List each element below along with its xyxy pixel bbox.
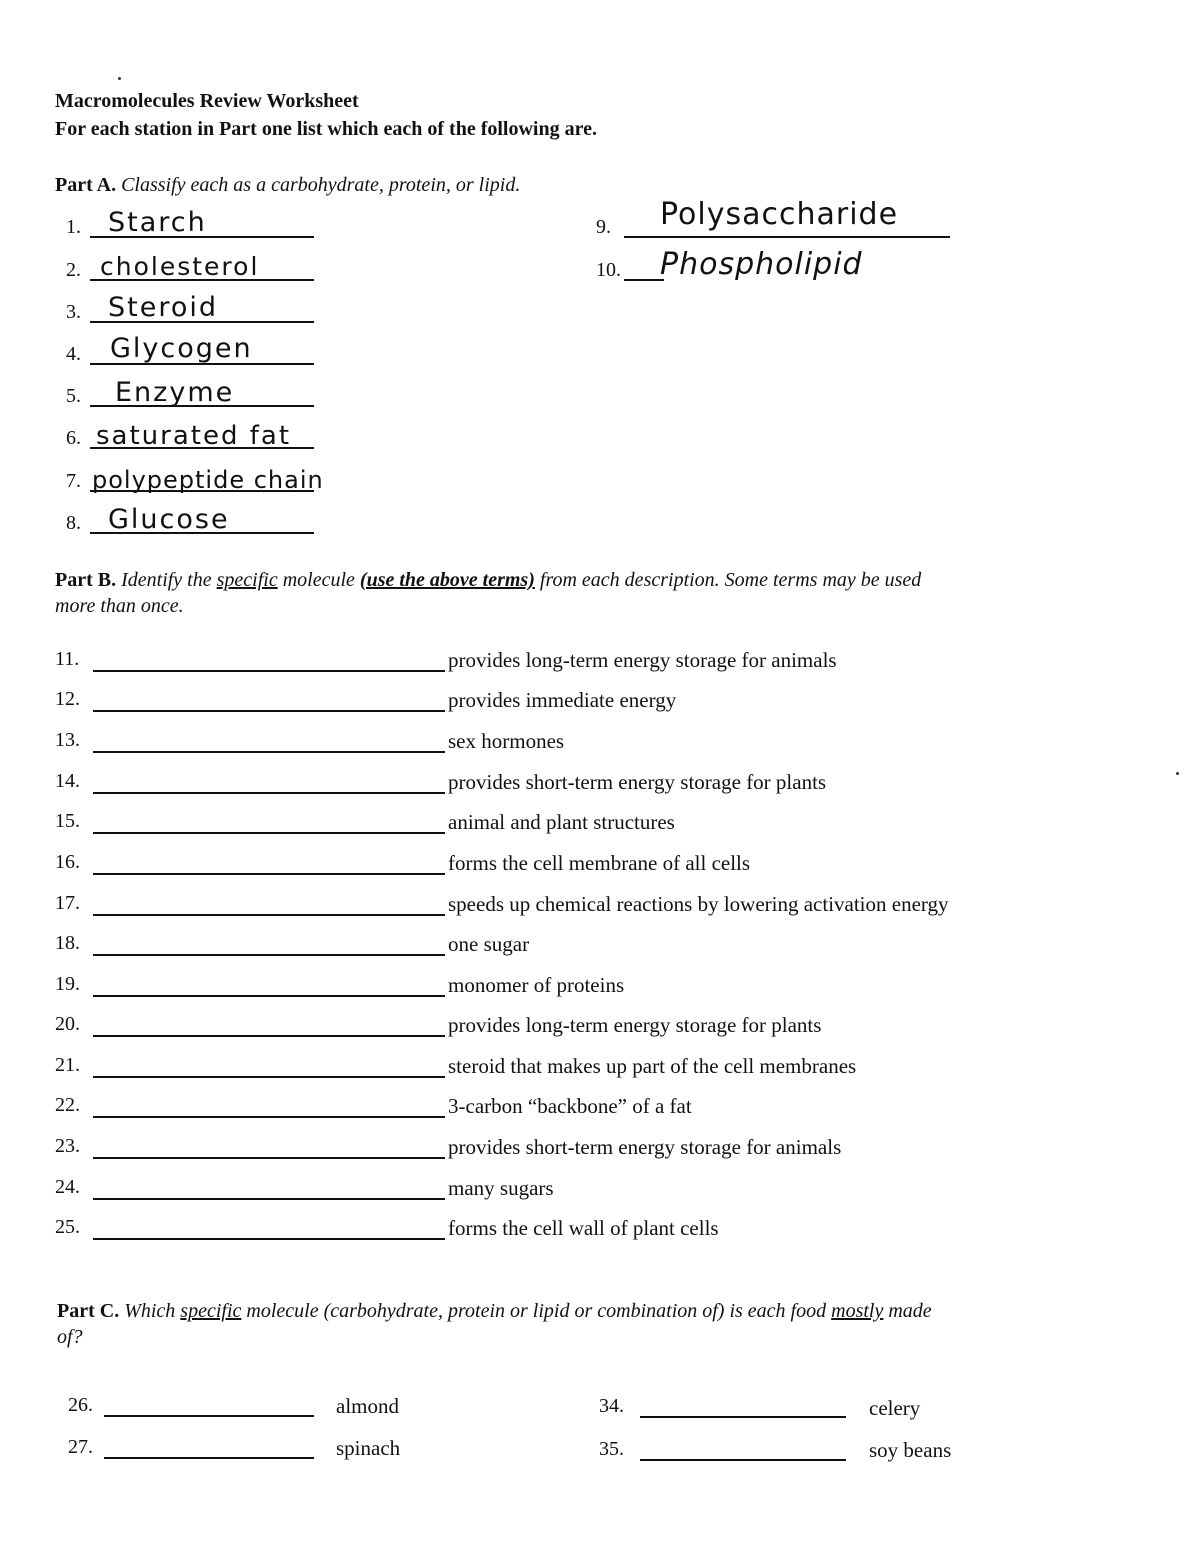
answer-line[interactable] bbox=[93, 1238, 445, 1240]
item-description: forms the cell membrane of all cells bbox=[448, 851, 751, 875]
list-item bbox=[55, 851, 1055, 881]
item-number: 20. bbox=[55, 1013, 80, 1035]
food-name: almond bbox=[336, 1394, 399, 1418]
answer-line[interactable] bbox=[93, 1198, 445, 1200]
item-description: many sugars bbox=[448, 1176, 554, 1200]
list-item bbox=[55, 892, 1055, 922]
answer-line[interactable] bbox=[93, 1157, 445, 1159]
scan-speck bbox=[118, 77, 121, 80]
part-c-instruction-post: made bbox=[888, 1300, 932, 1322]
list-item bbox=[55, 729, 1055, 759]
part-b-instruction-pre: Identify the bbox=[121, 569, 212, 591]
worksheet-title: Macromolecules Review Worksheet bbox=[55, 90, 359, 112]
part-c-label: Part C. bbox=[57, 1300, 120, 1322]
list-item bbox=[55, 932, 1055, 962]
list-item bbox=[55, 973, 1055, 1003]
item-number: 11. bbox=[55, 648, 80, 670]
item-number: 19. bbox=[55, 973, 80, 995]
item-number: 7. bbox=[66, 470, 81, 492]
handwritten-answer[interactable]: Enzyme bbox=[115, 377, 235, 408]
item-description: animal and plant structures bbox=[448, 810, 675, 834]
item-description: provides short-term energy storage for plants bbox=[448, 770, 827, 794]
item-number: 12. bbox=[55, 688, 80, 710]
answer-line[interactable] bbox=[93, 873, 445, 875]
item-description: provides immediate energy bbox=[448, 688, 677, 712]
answer-line[interactable] bbox=[93, 1035, 445, 1037]
scan-speck bbox=[1176, 772, 1179, 775]
item-description: monomer of proteins bbox=[448, 973, 625, 997]
list-item bbox=[55, 1013, 1055, 1043]
answer-line[interactable] bbox=[640, 1459, 846, 1461]
item-number: 2. bbox=[66, 259, 81, 281]
part-c-specific: specific bbox=[180, 1300, 242, 1322]
item-number: 8. bbox=[66, 512, 81, 534]
item-description: provides long-term energy storage for animals bbox=[448, 648, 837, 672]
item-number: 13. bbox=[55, 729, 80, 751]
item-description: sex hormones bbox=[448, 729, 565, 753]
part-a-label: Part A. bbox=[55, 174, 117, 196]
answer-line[interactable] bbox=[93, 710, 445, 712]
item-number: 17. bbox=[55, 892, 80, 914]
handwritten-answer[interactable]: Phospholipid bbox=[660, 247, 863, 282]
handwritten-answer[interactable]: cholesterol bbox=[100, 252, 260, 281]
answer-line bbox=[624, 279, 664, 281]
item-number: 26. bbox=[68, 1394, 93, 1416]
item-description: provides short-term energy storage for animals bbox=[448, 1135, 842, 1159]
list-item bbox=[55, 1216, 1055, 1246]
handwritten-answer[interactable]: Starch bbox=[108, 207, 207, 238]
part-c-mostly: mostly bbox=[831, 1300, 884, 1322]
part-b-label: Part B. bbox=[55, 569, 117, 591]
food-name: spinach bbox=[336, 1436, 401, 1460]
item-number: 23. bbox=[55, 1135, 80, 1157]
item-number: 22. bbox=[55, 1094, 80, 1116]
answer-line[interactable] bbox=[93, 1116, 445, 1118]
worksheet-instruction: For each station in Part one list which each of the following are. bbox=[55, 118, 597, 140]
answer-line[interactable] bbox=[93, 670, 445, 672]
handwritten-answer[interactable]: Glucose bbox=[108, 504, 230, 535]
part-c-heading bbox=[57, 1298, 1157, 1350]
part-b-instruction-mid: molecule bbox=[282, 569, 355, 591]
handwritten-answer[interactable]: saturated fat bbox=[96, 421, 292, 451]
answer-line[interactable] bbox=[93, 1076, 445, 1078]
item-number: 3. bbox=[66, 301, 81, 323]
item-number: 14. bbox=[55, 770, 80, 792]
list-item bbox=[55, 1094, 1055, 1124]
answer-line bbox=[624, 236, 950, 238]
list-item bbox=[55, 1054, 1055, 1084]
list-item bbox=[55, 810, 1055, 840]
item-number: 15. bbox=[55, 810, 80, 832]
item-description: provides long-term energy storage for plants bbox=[448, 1013, 822, 1037]
answer-line[interactable] bbox=[93, 832, 445, 834]
item-number: 21. bbox=[55, 1054, 80, 1076]
food-name: celery bbox=[869, 1396, 921, 1420]
item-number: 10. bbox=[596, 259, 621, 281]
handwritten-answer[interactable]: Glycogen bbox=[110, 333, 253, 364]
item-number: 24. bbox=[55, 1176, 80, 1198]
answer-line[interactable] bbox=[93, 954, 445, 956]
item-number: 4. bbox=[66, 343, 81, 365]
item-number: 1. bbox=[66, 216, 81, 238]
part-b-specific: specific bbox=[216, 569, 278, 591]
food-name: soy beans bbox=[869, 1438, 952, 1462]
answer-line[interactable] bbox=[640, 1416, 846, 1418]
item-number: 9. bbox=[596, 216, 611, 238]
handwritten-answer[interactable]: Polysaccharide bbox=[660, 197, 899, 232]
handwritten-answer[interactable]: Steroid bbox=[108, 292, 219, 323]
part-b-use-terms: (use the above terms) bbox=[359, 569, 535, 591]
item-number: 35. bbox=[599, 1438, 624, 1460]
item-number: 5. bbox=[66, 385, 81, 407]
item-number: 6. bbox=[66, 427, 81, 449]
part-c-instruction-mid: molecule (carbohydrate, protein or lipid or combination of) is each food bbox=[246, 1300, 827, 1322]
part-c-instruction-pre: Which bbox=[124, 1300, 176, 1322]
item-number: 18. bbox=[55, 932, 80, 954]
item-description: forms the cell wall of plant cells bbox=[448, 1216, 719, 1240]
part-b-instruction-post: from each description. Some terms may be used bbox=[539, 569, 922, 591]
item-number: 27. bbox=[68, 1436, 93, 1458]
list-item bbox=[55, 1135, 1055, 1165]
item-description: steroid that makes up part of the cell membranes bbox=[448, 1054, 857, 1078]
item-number: 16. bbox=[55, 851, 80, 873]
item-number: 25. bbox=[55, 1216, 80, 1238]
part-a-instruction: Classify each as a carbohydrate, protein, or lipid. bbox=[121, 174, 521, 196]
item-description: 3-carbon “backbone” of a fat bbox=[448, 1094, 692, 1118]
answer-line[interactable] bbox=[104, 1415, 314, 1417]
part-b-heading bbox=[55, 567, 1145, 619]
part-b-instruction-line2: more than once. bbox=[55, 595, 184, 617]
part-c-instruction-line2: of? bbox=[57, 1326, 83, 1348]
answer-line[interactable] bbox=[93, 751, 445, 753]
answer-line[interactable] bbox=[93, 995, 445, 997]
list-item bbox=[55, 648, 1055, 678]
list-item bbox=[55, 688, 1055, 718]
list-item bbox=[55, 770, 1055, 800]
item-description: speeds up chemical reactions by lowering activation energy bbox=[448, 892, 949, 916]
item-description: one sugar bbox=[448, 932, 530, 956]
answer-line[interactable] bbox=[93, 792, 445, 794]
part-a-heading bbox=[55, 172, 520, 198]
answer-line[interactable] bbox=[93, 914, 445, 916]
list-item bbox=[55, 1176, 1055, 1206]
answer-line[interactable] bbox=[104, 1457, 314, 1459]
handwritten-answer[interactable]: polypeptide chain bbox=[92, 466, 324, 494]
item-number: 34. bbox=[599, 1395, 624, 1417]
